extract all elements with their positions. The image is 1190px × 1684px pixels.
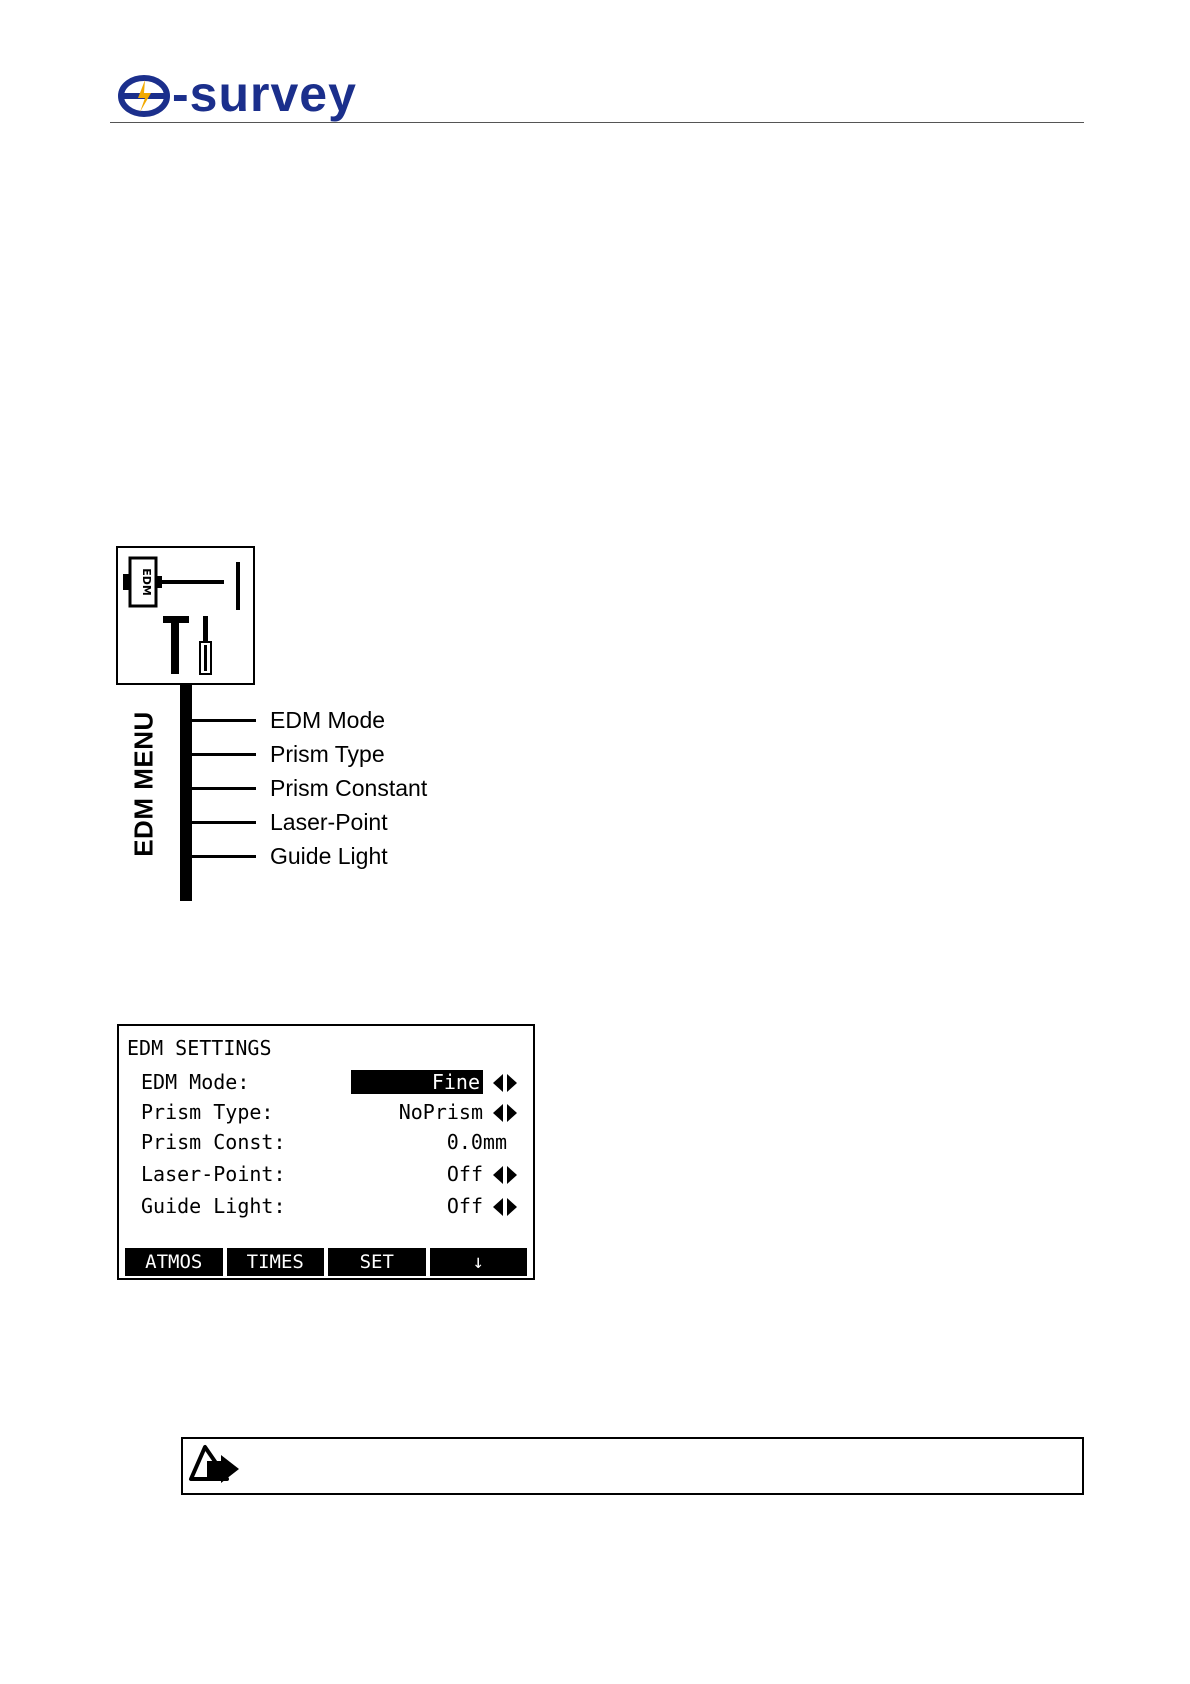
softkey-bar [125,1248,527,1276]
edm-menu-vertical-label: EDM MENU [128,711,159,857]
menu-branch-line [192,753,256,756]
setting-value-selected[interactable]: Fine [351,1070,483,1094]
softkey-set[interactable]: SET [328,1248,426,1276]
softkey-page-down[interactable]: ↓ [430,1248,528,1276]
left-right-arrows-icon[interactable] [491,1165,521,1185]
edm-menu-diagram [114,544,514,904]
left-right-arrows-icon[interactable] [491,1073,521,1093]
setting-value[interactable]: Off [446,1194,483,1218]
setting-value[interactable]: Off [446,1162,483,1186]
edm-menu-icon-box [116,546,255,685]
menu-item-prism-constant: Prism Constant [270,775,428,801]
edm-tools-icon [118,548,253,683]
warning-note-box [181,1437,1084,1495]
brand-header [118,66,357,126]
menu-branch-line [192,821,256,824]
setting-row-laser-point[interactable] [141,1162,521,1190]
setting-value[interactable]: 0.0mm [446,1130,507,1154]
setting-label: Prism Type: [141,1100,274,1124]
setting-row-guide-light[interactable] [141,1194,521,1222]
menu-branch-line [192,855,256,858]
menu-branch-line [192,787,256,790]
setting-label: EDM Mode: [141,1070,250,1094]
header-divider [110,122,1084,123]
screen-title: EDM SETTINGS [127,1036,272,1060]
edm-settings-screen [117,1024,535,1280]
left-right-arrows-icon[interactable] [491,1103,521,1123]
menu-item-prism-type: Prism Type [270,741,385,767]
svg-text:EDM: EDM [140,568,153,596]
menu-item-laser-point: Laser-Point [270,809,388,835]
brand-name: -survey [172,66,357,122]
setting-row-prism-const[interactable] [141,1130,521,1158]
warning-pointer-icon [187,1443,247,1487]
left-right-arrows-icon[interactable] [491,1197,521,1217]
softkey-times[interactable]: TIMES [227,1248,325,1276]
setting-value[interactable]: NoPrism [398,1100,483,1124]
setting-row-edm-mode[interactable] [141,1070,521,1098]
menu-item-edm-mode: EDM Mode [270,707,386,733]
menu-trunk-line [180,685,192,901]
menu-item-guide-light: Guide Light [270,843,388,869]
softkey-atmos[interactable]: ATMOS [125,1248,223,1276]
e-survey-logo-icon [118,74,176,118]
setting-label: Prism Const: [141,1130,286,1154]
setting-label: Guide Light: [141,1194,286,1218]
setting-row-prism-type[interactable] [141,1100,521,1128]
menu-branch-line [192,719,256,722]
setting-label: Laser-Point: [141,1162,286,1186]
